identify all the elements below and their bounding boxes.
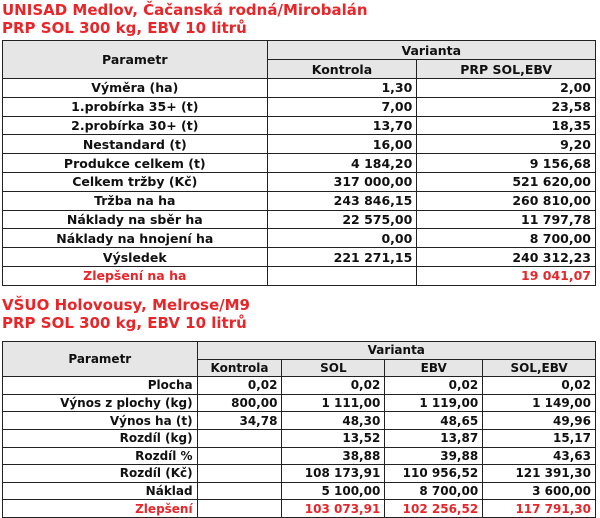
table1-row-label: Výměra (ha)	[3, 79, 268, 98]
table1-header-col1: Kontrola	[267, 60, 417, 79]
table2-cell-sol-ebv: 3 600,00	[483, 482, 596, 500]
table2-row-label: Výnos ha (t)	[3, 412, 198, 430]
section2-title	[0, 296, 250, 332]
table1-cell-prp-sol-ebv: 2,00	[417, 79, 596, 98]
table1-row-label: 2.probírka 30+ (t)	[3, 116, 268, 135]
table1-row-label: Celkem tržby (Kč)	[3, 172, 268, 191]
table2-cell-sol-ebv: 43,63	[483, 447, 596, 465]
table2-row	[3, 412, 596, 430]
table1-row	[3, 135, 596, 154]
table2-header-col4: SOL,EBV	[483, 359, 596, 377]
table-medlov	[2, 40, 596, 286]
table2-body	[3, 377, 596, 518]
table1-row-label: Náklady na hnojení ha	[3, 229, 268, 248]
table2-cell-sol: 38,88	[282, 447, 385, 465]
table2-header-parametr: Parametr	[3, 342, 198, 377]
table1-row-label: Náklady na sběr ha	[3, 210, 268, 229]
table2-cell-sol: 1 111,00	[282, 394, 385, 412]
table2-improvement-sol: 103 073,91	[282, 500, 385, 518]
table2-cell-kontrola: 800,00	[197, 394, 282, 412]
table1-cell-prp-sol-ebv: 18,35	[417, 116, 596, 135]
table1-row-label: 1.probírka 35+ (t)	[3, 97, 268, 116]
table2-row-label: Náklad	[3, 482, 198, 500]
section2-title-line2: PRP SOL 300 kg, EBV 10 litrů	[2, 314, 247, 332]
table1-cell-prp-sol-ebv: 11 797,78	[417, 210, 596, 229]
table2-improvement-ebv: 102 256,52	[385, 500, 483, 518]
table2-row	[3, 447, 596, 465]
table2-row-label: Výnos z plochy (kg)	[3, 394, 198, 412]
table2-cell-kontrola	[197, 482, 282, 500]
table2-cell-kontrola	[197, 447, 282, 465]
table2-cell-kontrola: 34,78	[197, 412, 282, 430]
table1-row	[3, 210, 596, 229]
table1-cell-kontrola: 13,70	[267, 116, 417, 135]
table1-cell-prp-sol-ebv: 9,20	[417, 135, 596, 154]
table1-cell-kontrola: 4 184,20	[267, 154, 417, 173]
table2-cell-sol: 5 100,00	[282, 482, 385, 500]
table2-header-col3: EBV	[385, 359, 483, 377]
table1-improvement-value: 19 041,07	[417, 266, 596, 285]
table2-cell-kontrola	[197, 465, 282, 483]
table2-cell-sol: 108 173,91	[282, 465, 385, 483]
table1-cell-prp-sol-ebv: 240 312,23	[417, 248, 596, 267]
section1-title-line1: UNISAD Medlov, Čačanská rodná/Mirobalán	[2, 1, 368, 19]
table1-header-row	[3, 41, 596, 60]
table1-header-varianta: Varianta	[267, 41, 595, 60]
table1-row	[3, 248, 596, 267]
table2-improvement-row	[3, 500, 596, 518]
table1-cell-kontrola: 317 000,00	[267, 172, 417, 191]
table2-header-varianta: Varianta	[197, 342, 595, 360]
table2-cell-sol: 0,02	[282, 377, 385, 395]
table2-cell-sol-ebv: 0,02	[483, 377, 596, 395]
table2-cell-sol-ebv: 1 149,00	[483, 394, 596, 412]
table2-row	[3, 377, 596, 395]
table2-cell-sol-ebv: 49,96	[483, 412, 596, 430]
table1-row	[3, 154, 596, 173]
table2-cell-kontrola: 0,02	[197, 377, 282, 395]
table1-row	[3, 116, 596, 135]
table2-row	[3, 429, 596, 447]
table2-cell-sol-ebv: 121 391,30	[483, 465, 596, 483]
table2-row-label: Rozdíl %	[3, 447, 198, 465]
table2-row-label: Plocha	[3, 377, 198, 395]
table2-cell-ebv: 13,87	[385, 429, 483, 447]
table1-row	[3, 229, 596, 248]
table2-cell-sol: 48,30	[282, 412, 385, 430]
table2-cell-ebv: 48,65	[385, 412, 483, 430]
table1-improvement-kontrola	[267, 266, 417, 285]
table-holovousy	[2, 341, 596, 518]
table2-row-label: Rozdíl (Kč)	[3, 465, 198, 483]
table2-cell-ebv: 39,88	[385, 447, 483, 465]
table1-row-label: Produkce celkem (t)	[3, 154, 268, 173]
table1-row-label: Tržba na ha	[3, 191, 268, 210]
table1-cell-kontrola: 7,00	[267, 97, 417, 116]
table1-cell-kontrola: 243 846,15	[267, 191, 417, 210]
table1-cell-prp-sol-ebv: 23,58	[417, 97, 596, 116]
table2-row	[3, 394, 596, 412]
table1-cell-kontrola: 221 271,15	[267, 248, 417, 267]
table2-cell-sol-ebv: 15,17	[483, 429, 596, 447]
table2-improvement-sol-ebv: 117 791,30	[483, 500, 596, 518]
table1-improvement-label: Zlepšení na ha	[3, 266, 268, 285]
table1-cell-kontrola: 22 575,00	[267, 210, 417, 229]
table1-cell-kontrola: 1,30	[267, 79, 417, 98]
table2-cell-ebv: 110 956,52	[385, 465, 483, 483]
table1-row	[3, 79, 596, 98]
table2-header-col2: SOL	[282, 359, 385, 377]
table1-cell-kontrola: 16,00	[267, 135, 417, 154]
table1-improvement-row	[3, 266, 596, 285]
table1-cell-kontrola: 0,00	[267, 229, 417, 248]
table2-row	[3, 482, 596, 500]
table1-body	[3, 79, 596, 286]
table1-cell-prp-sol-ebv: 521 620,00	[417, 172, 596, 191]
table2-improvement-kontrola	[197, 500, 282, 518]
table1-cell-prp-sol-ebv: 9 156,68	[417, 154, 596, 173]
table1-header-parametr: Parametr	[3, 41, 268, 79]
table2-row	[3, 465, 596, 483]
table2-cell-ebv: 1 119,00	[385, 394, 483, 412]
table2-cell-sol: 13,52	[282, 429, 385, 447]
table1-row	[3, 191, 596, 210]
table1-row	[3, 172, 596, 191]
table2-cell-kontrola	[197, 429, 282, 447]
table2-row-label: Rozdíl (kg)	[3, 429, 198, 447]
table2-improvement-label: Zlepšení	[3, 500, 198, 518]
section1-title	[0, 1, 368, 37]
table1-cell-prp-sol-ebv: 8 700,00	[417, 229, 596, 248]
table2-header-row	[3, 342, 596, 360]
table2-header-col1: Kontrola	[197, 359, 282, 377]
table1-cell-prp-sol-ebv: 260 810,00	[417, 191, 596, 210]
section2-title-line1: VŠUO Holovousy, Melrose/M9	[2, 296, 250, 314]
section1-title-line2: PRP SOL 300 kg, EBV 10 litrů	[2, 19, 247, 37]
table2-cell-ebv: 8 700,00	[385, 482, 483, 500]
table1-row-label: Výsledek	[3, 248, 268, 267]
table2-cell-ebv: 0,02	[385, 377, 483, 395]
table1-header-col2: PRP SOL,EBV	[417, 60, 596, 79]
table1-row-label: Nestandard (t)	[3, 135, 268, 154]
table1-row	[3, 97, 596, 116]
